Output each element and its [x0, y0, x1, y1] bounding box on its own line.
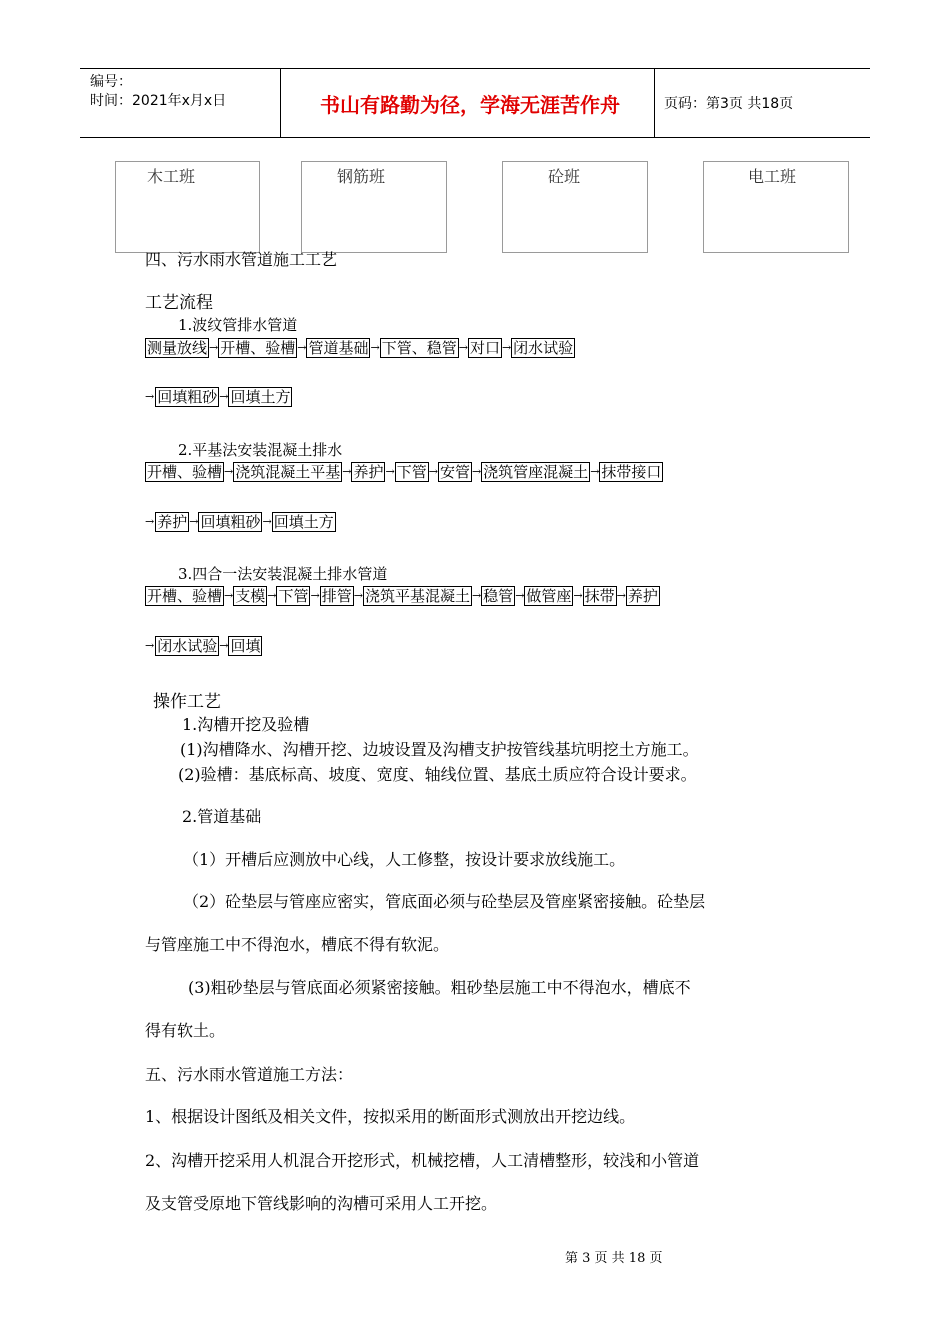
- flow-step-box: 闭水试验: [157, 637, 218, 655]
- operation-sub1: 1.沟槽开挖及验槽: [182, 715, 310, 734]
- flow-step-box: 安管: [439, 463, 470, 481]
- flow-step-box: 开槽、验槽: [147, 463, 223, 481]
- team-box-carpentry: [115, 161, 260, 253]
- flow-step-box: 稳管: [483, 587, 514, 605]
- section5-title: 五、污水雨水管道施工方法：: [145, 1065, 354, 1084]
- process-title: 工艺流程: [145, 293, 213, 313]
- flow-arrow-icon: →: [145, 515, 155, 528]
- flow-arrow-icon: →: [428, 465, 438, 478]
- team-label: 钢筋班: [337, 167, 386, 186]
- flow2-title: 2.平基法安装混凝土排水: [178, 441, 343, 459]
- team-label: 电工班: [748, 167, 797, 186]
- flow-step-box: 下管: [278, 587, 309, 605]
- flow-step-box: 浇筑平基混凝土: [364, 587, 470, 605]
- section5-p2a: 2、沟槽开挖采用人机混合开挖形式，机械挖槽，人工清槽整形，较浅和小管道: [145, 1151, 700, 1170]
- flow-arrow-icon: →: [267, 589, 277, 602]
- flow-step-box: 抹带: [584, 587, 615, 605]
- operation-sub2: 2.管道基础: [182, 807, 262, 826]
- flow-arrow-icon: →: [616, 589, 626, 602]
- flow-step-box: 支模: [235, 587, 266, 605]
- flow-step-box: 下管、稳管: [381, 339, 457, 357]
- header-meta: [90, 73, 226, 111]
- flow-arrow-icon: →: [219, 390, 229, 403]
- flow-arrow-icon: →: [501, 341, 512, 354]
- operation-item2-2a: （2）砼垫层与管座应密实，管底面必须与砼垫层及管座紧密接触。砼垫层: [183, 892, 706, 911]
- flow3-row1: [145, 586, 660, 606]
- flow-arrow-icon: →: [458, 341, 468, 354]
- flow-arrow-icon: →: [515, 589, 525, 602]
- flow-step-box: 排管: [321, 587, 352, 605]
- flow-arrow-icon: →: [262, 515, 272, 528]
- flow-step-box: 开槽、验槽: [147, 587, 223, 605]
- flow-arrow-icon: →: [224, 465, 234, 478]
- flow-step-box: 开槽、验槽: [220, 339, 296, 357]
- section5-p2b: 及支管受原地下管线影响的沟槽可采用人工开挖。: [145, 1194, 498, 1213]
- flow-step-box: 对口: [469, 339, 500, 357]
- flow-arrow-icon: →: [353, 589, 363, 602]
- team-box-electrical: [703, 161, 849, 253]
- flow-arrow-icon: →: [209, 341, 219, 354]
- section4-title: 四、污水雨水管道施工工艺: [145, 250, 338, 269]
- time-label: 时间：2021年x月x日: [90, 93, 227, 109]
- flow-arrow-icon: →: [219, 639, 229, 652]
- flow-step-box: 回填土方: [273, 513, 334, 531]
- flow-step-box: 闭水试验: [513, 339, 574, 357]
- flow-arrow-icon: →: [590, 465, 600, 478]
- flow-arrow-icon: →: [189, 515, 199, 528]
- flow-arrow-icon: →: [297, 341, 307, 354]
- flow-step-box: 回填粗砂: [157, 388, 218, 406]
- header-divider: [280, 69, 281, 137]
- operation-item1-2: (2)验槽：基底标高、坡度、宽度、轴线位置、基底土质应符合设计要求。: [178, 765, 697, 784]
- header-page-label: 页码：第3页 共18页: [664, 96, 794, 112]
- flow-step-box: 下管: [396, 463, 427, 481]
- flow-arrow-icon: →: [224, 589, 234, 602]
- page-footer: 第 3 页 共 18 页: [565, 1251, 663, 1266]
- operation-item2-3a: (3)粗砂垫层与管底面必须紧密接触。粗砂垫层施工中不得泡水，槽底不: [188, 978, 691, 997]
- flow-step-box: 养护: [627, 587, 658, 605]
- flow-arrow-icon: →: [310, 589, 320, 602]
- flow1-title: 1.波纹管排水管道: [178, 316, 298, 334]
- flow1-row1: [145, 338, 575, 358]
- flow2-row2: [145, 512, 336, 532]
- flow3-title: 3.四合一法安装混凝土排水管道: [178, 565, 388, 583]
- operation-item2-2b: 与管座施工中不得泡水，槽底不得有软泥。: [145, 935, 450, 954]
- flow-step-box: 回填土方: [230, 388, 291, 406]
- flow-arrow-icon: →: [342, 465, 352, 478]
- header-divider: [654, 69, 655, 137]
- flow-step-box: 回填: [230, 637, 261, 655]
- operation-item1-1: (1)沟槽降水、沟槽开挖、边坡设置及沟槽支护按管线基坑明挖土方施工。: [180, 740, 699, 759]
- operation-title: 操作工艺: [153, 692, 221, 712]
- flow3-row2: [145, 636, 262, 656]
- team-box-concrete: [502, 161, 648, 253]
- flow-step-box: 养护: [157, 513, 188, 531]
- flow-step-box: 浇筑混凝土平基: [235, 463, 341, 481]
- flow-arrow-icon: →: [370, 341, 380, 354]
- flow-arrow-icon: →: [145, 390, 155, 403]
- flow-step-box: 养护: [353, 463, 384, 481]
- team-box-rebar: [301, 161, 447, 253]
- flow-step-box: 抹带接口: [601, 463, 662, 481]
- flow-step-box: 测量放线: [147, 339, 208, 357]
- header-motto: 书山有路勤为径，学海无涯苦作舟: [320, 92, 620, 117]
- flow-arrow-icon: →: [145, 639, 155, 652]
- flow-arrow-icon: →: [385, 465, 395, 478]
- flow-arrow-icon: →: [471, 465, 482, 478]
- flow-step-box: 浇筑管座混凝土: [483, 463, 589, 481]
- operation-item2-1: （1）开槽后应测放中心线，人工修整，按设计要求放线施工。: [183, 850, 626, 869]
- flow-step-box: 做管座: [526, 587, 572, 605]
- flow-arrow-icon: →: [573, 589, 583, 602]
- team-label: 砼班: [548, 167, 581, 186]
- flow-step-box: 回填粗砂: [200, 513, 261, 531]
- flow-arrow-icon: →: [471, 589, 482, 602]
- team-label: 木工班: [147, 167, 196, 186]
- operation-item2-3b: 得有软土。: [145, 1021, 226, 1040]
- number-label: 编号：: [90, 74, 132, 90]
- section5-p1: 1、根据设计图纸及相关文件，按拟采用的断面形式测放出开挖边线。: [145, 1107, 636, 1126]
- flow1-row2: [145, 387, 292, 407]
- flow2-row1: [145, 462, 663, 482]
- page-header: [80, 68, 870, 138]
- flow-step-box: 管道基础: [308, 339, 369, 357]
